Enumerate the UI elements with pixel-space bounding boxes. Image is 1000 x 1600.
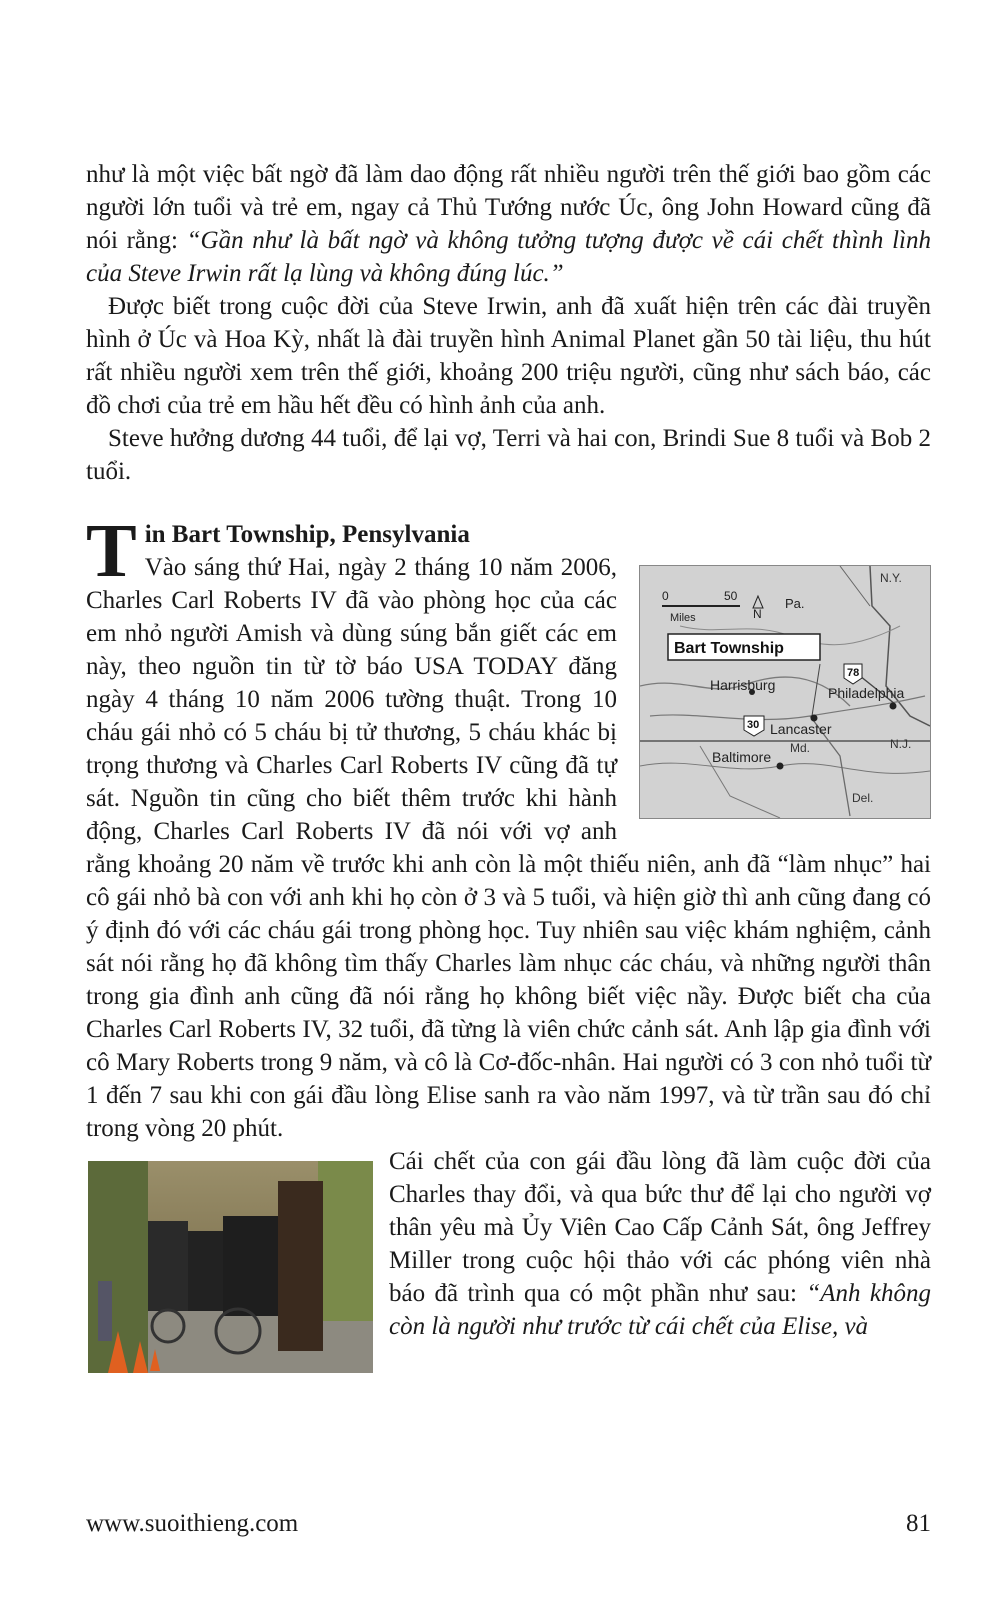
- paragraph-1: [86, 158, 931, 290]
- section-paragraph-b-text: Cái chết của con gái đầu lòng đã làm cuộc đời của Charles thay đổi, và qua bức thư để lại cho người vợ thân yêu mà Ủy Viên Cao Cấp Cảnh Sát, ông Jeffrey Miller trong cuộc hội thảo với các phóng viên nhà báo đã trình qua có một phần như sau:: [389, 1148, 931, 1307]
- baltimore-label: Baltimore: [712, 749, 772, 765]
- harrisburg-label: Harrisburg: [710, 677, 776, 693]
- north-arrow-icon: N: [753, 607, 762, 621]
- website-url: www.suoithieng.com: [86, 1510, 299, 1537]
- bart-township-label: Bart Township: [674, 640, 784, 657]
- state-del-label: Del.: [852, 791, 874, 805]
- section-title: in Bart Township, Pensylvania: [144, 521, 470, 548]
- state-md-label: Md.: [790, 741, 811, 755]
- philadelphia-dot: [890, 703, 897, 710]
- paragraph-2: Được biết trong cuộc đời của Steve Irwin, anh đã xuất hiện trên các đài truyền hình ở Úc và Hoa Kỳ, nhất là đài truyền hình Animal Planet gần 50 tài liệu, thu hút rất nhiều người xem trên thế giới, khoảng 200 triệu người, cũng như sách báo, các đồ chơi của trẻ em hầu hết đều có hình ảnh của anh.: [86, 293, 931, 419]
- lancaster-label: Lancaster: [770, 721, 832, 737]
- page-number: 81: [906, 1510, 931, 1537]
- route-78-shield: 78: [847, 667, 860, 679]
- baltimore-dot: [777, 763, 784, 770]
- paragraph-3: Steve hưởng dương 44 tuổi, để lại vợ, Terri và hai con, Brindi Sue 8 tuổi và Bob 2 tuổi.: [86, 425, 931, 485]
- state-pa-label: Pa.: [785, 596, 805, 611]
- route-30-shield: 30: [747, 719, 760, 731]
- scale-0-label: 0: [662, 589, 669, 603]
- paragraph-1-text: như là một việc bất ngờ đã làm dao động rất nhiều người trên thế giới bao gồm các người lớn tuổi và trẻ em, ngay cả Thủ Tướng nước Úc, ông John Howard cũng đã nói rằng:: [86, 161, 931, 254]
- letter-quote: “Anh không còn là người như trước từ cái chết của Elise, và: [389, 1280, 931, 1340]
- drop-cap: T: [86, 509, 137, 593]
- philadelphia-label: Philadelphia: [828, 685, 905, 701]
- amish-buggy-photo: [88, 1161, 373, 1373]
- section-bart-township: [86, 509, 931, 1343]
- page-body: [86, 158, 931, 1379]
- scale-50-label: 50: [724, 589, 738, 603]
- scale-unit-label: Miles: [670, 612, 696, 624]
- photo-graphic: [88, 1161, 373, 1373]
- section-paragraph-a: Vào sáng thứ Hai, ngày 2 tháng 10 năm 2006, Charles Carl Roberts IV đã vào phòng học của các em nhỏ người Amish và dùng súng bắn giết các em này, theo nguồn tin từ tờ báo USA TODAY đăng ngày 4 tháng 10 năm 2006 tường thuật. Trong 10 cháu gái nhỏ có 5 cháu bị tử thương, 5 cháu khác bị trọng thương và Charles Carl Roberts IV cũng đã tự sát. Nguồn tin cũng cho biết thêm trước khi hành động, Charles Carl Roberts IV đã nói với vợ anh rằng khoảng 20 năm về trước khi anh còn là một thiếu niên, anh đã “làm nhục” hai cô gái nhỏ bà con với anh khi họ còn ở 3 và 5 tuổi, và hiện giờ thì anh cũng đang có ý định đó với các cháu gái trong phòng học. Tuy nhiên sau việc khám nghiệm, cảnh sát nói rằng họ đã không tìm thấy Charles làm nhục các cháu, và những người thân trong gia đình anh cũng đã nói rằng họ không biết việc nầy. Được biết cha của Charles Carl Roberts IV, 32 tuổi, đã từng là viên chức cảnh sát. Anh lập gia đình với cô Mary Roberts trong 9 năm, và cô là Cơ-đốc-nhân. Hai người có 3 con nhỏ tuổi từ 1 đến 7 sau khi con gái đầu lòng Elise sanh ra vào năm 1997, và từ trần sau đó chỉ trong vòng 20 phút.: [86, 554, 931, 1142]
- map-image: [639, 565, 931, 819]
- state-nj-label: N.J.: [890, 737, 912, 751]
- state-ny-label: N.Y.: [880, 571, 902, 585]
- map-graphic: [640, 566, 930, 818]
- howard-quote: “Gần như là bất ngờ và không tưởng tượng được về cái chết thình lình của Steve Irwin rất lạ lùng và không đúng lúc.”: [86, 227, 931, 287]
